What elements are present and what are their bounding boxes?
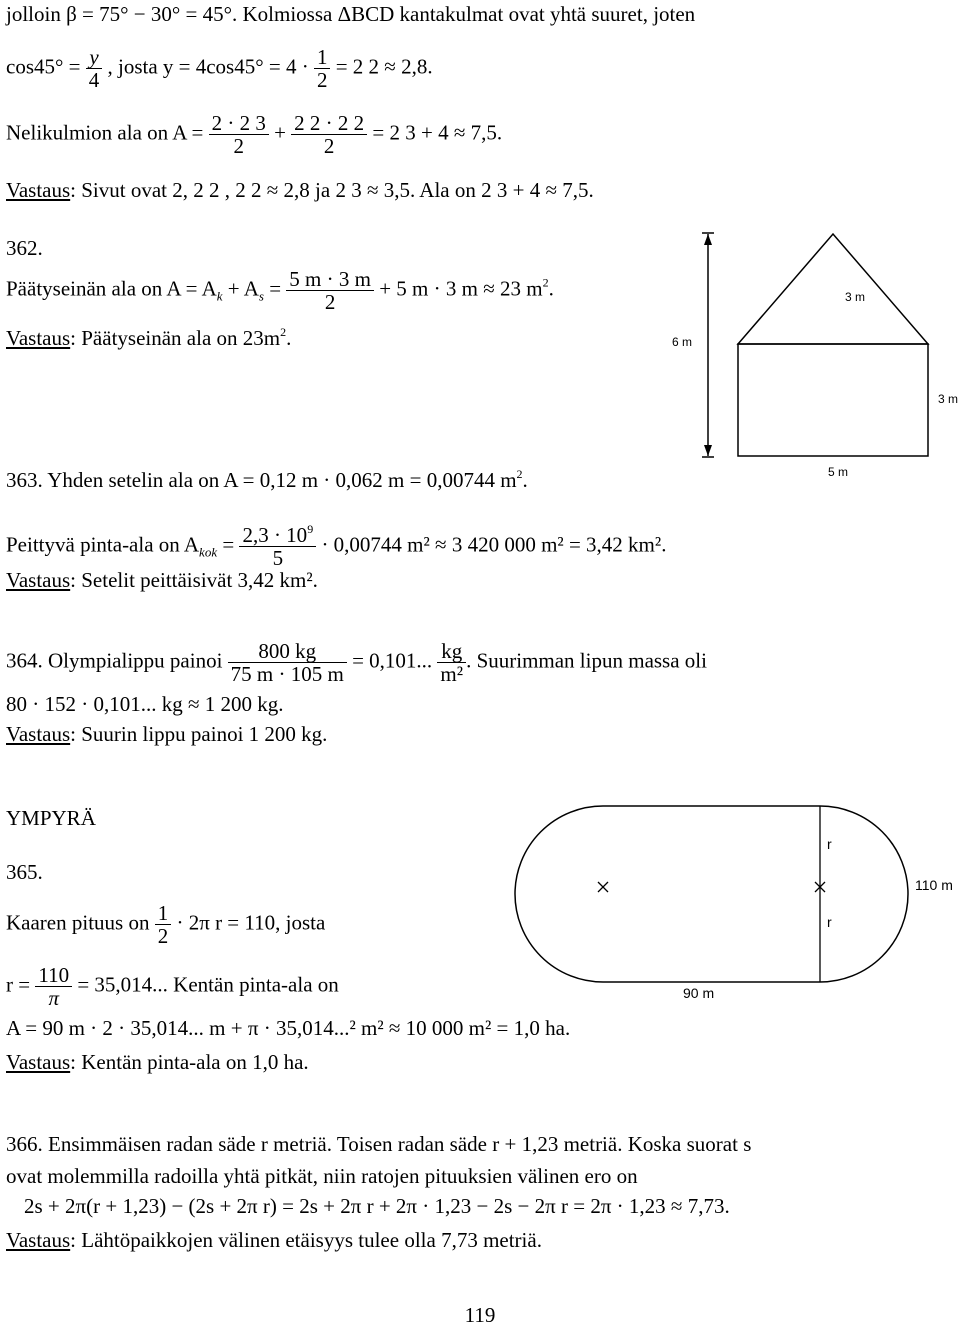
p362-plus: + A [227,276,259,301]
label-width: 5 m [828,465,849,479]
p364-equation: 364. Olympialippu painoi $\frac{800 kg}{75 m \cdot 105 m}$ = 0,101... $\frac{kg}{\text{m²}}$ . Suurimman lipun massa oli [6,639,707,686]
answer-text: : Sivut ovat 2, 2 2 , 2 2 ≈ 2,8 ja 2 3 ≈ 3,5. Ala on 2 3 + 4 ≈ 7,5. [70,178,594,202]
center-mark-left-icon [598,882,608,892]
p362-eq: = [269,276,282,301]
p364-fraction: $\frac{800 kg}{75 m \cdot 105 m}$ [228,640,347,685]
p362-equation: Päätyseinän ala on $A = A_k + A_s$ = $\frac{5 m \cdot 3 m}{2}$ + 5 m · 3 m ≈ 23 $m^2$. [6,267,554,314]
height-arrow-top [704,234,712,245]
p362-fraction: $\frac{5 m \cdot 3 m}{2}$ [286,268,374,313]
answer-label: Vastaus [6,178,71,202]
label-radius-top: r [827,836,832,852]
cos-fraction: $\frac{y}{4}$ [86,46,103,91]
roof-triangle [738,234,928,344]
area-plus: + [274,120,286,145]
p366-line-1: 366. Ensimmäisen radan säde r metriä. Toisen radan säde r + 1,23 metriä. Koska suorat s [6,1132,752,1156]
p366-line-3: 2s + 2π(r + 1,23) − (2s + 2π r) = 2s + 2π r + 2π · 1,23 − 2s − 2π r = 2π · 1,23 ≈ 7,73. [24,1194,730,1218]
p363-line-2: Peittyvä pinta-ala on $A_{kok}$ = $\frac{2,3 \cdot 10^9}{5}$ · 0,00744 m² ≈ 3 420 000 m² = 3,42 km². [6,522,667,570]
height-arrow-bottom [704,445,712,456]
section-heading: YMPYRÄ [6,806,96,830]
p364-line-2: 80 · 152 · 0,101... kg ≈ 1 200 kg. [6,692,284,716]
label-straight: 90 m [683,985,715,1001]
label-radius-bottom: r [827,914,832,930]
area-fraction-2: $\frac{2 2 \cdot 2 2}{2}$ [291,112,367,157]
p362-answer: Vastaus: Päätyseinän ala on $23m^2$. [6,325,292,350]
cos-fraction-2: $\frac{1}{2}$ [314,46,331,91]
p363-answer: Vastaus: Setelit peittäisivät 3,42 km². [6,568,318,592]
p364-unit-fraction: $\frac{kg}{\text{m²}}$ [437,640,466,685]
p366-answer: Vastaus: Lähtöpaikkojen välinen etäisyys tulee olla 7,73 metriä. [6,1228,542,1252]
cos-mid: , josta y = 4cos45° = 4 · [107,54,309,79]
label-roof: 3 m [845,290,866,304]
p362-number: 362. [6,236,43,260]
cos-end: = 2 2 ≈ 2,8. [335,54,433,79]
p366-line-2: ovat molemmilla radoilla yhtä pitkät, niin ratojen pituuksien välinen ero on [6,1164,638,1188]
stadium-outline [515,806,908,982]
p364-answer: Vastaus: Suurin lippu painoi 1 200 kg. [6,722,328,746]
p365-fraction-2: $\frac{110}{\pi}$ [35,964,72,1009]
p362-lhs: Päätyseinän ala on A = A [6,276,217,301]
p363-line-1: 363. Yhden setelin ala on A = 0,12 m · 0,062 m = 0,00744 $m^2$. [6,467,528,492]
wall-rectangle [738,344,928,456]
p365-line-1: Kaaren pituus on $\frac{1}{2}$ · 2π r = 110, josta [6,901,326,948]
area-fraction-1: $\frac{2 \cdot 2 3}{2}$ [209,112,269,157]
p362-end: + 5 m · 3 m ≈ 23 m [379,276,543,301]
page-number: 119 [464,1303,496,1327]
p365-line-3: A = 90 m · 2 · 35,014... m + π · 35,014...² m² ≈ 10 000 m² = 1,0 ha. [6,1016,571,1040]
p365-line-2: r = $\frac{110}{\pi}$ = 35,014... Kentän pinta-ala on [6,963,339,1010]
p363-fraction: $\frac{2,3 \cdot 10^9}{5}$ [239,524,316,569]
label-arc: 110 m [915,877,953,893]
p365-fraction-1: $\frac{1}{2}$ [155,902,172,947]
label-height: 6 m [672,335,693,349]
p365-answer: Vastaus: Kentän pinta-ala on 1,0 ha. [6,1050,309,1074]
area-lhs: Nelikulmion ala on A = [6,120,204,145]
cos-lhs: cos45° = [6,54,81,79]
intro-line-1: jolloin β = 75° − 30° = 45°. Kolmiossa ΔBCD kantakulmat ovat yhtä suuret, joten [6,2,696,26]
area-end: = 2 3 + 4 ≈ 7,5. [372,120,503,145]
label-wall: 3 m [938,392,959,406]
p365-number: 365. [6,860,43,884]
